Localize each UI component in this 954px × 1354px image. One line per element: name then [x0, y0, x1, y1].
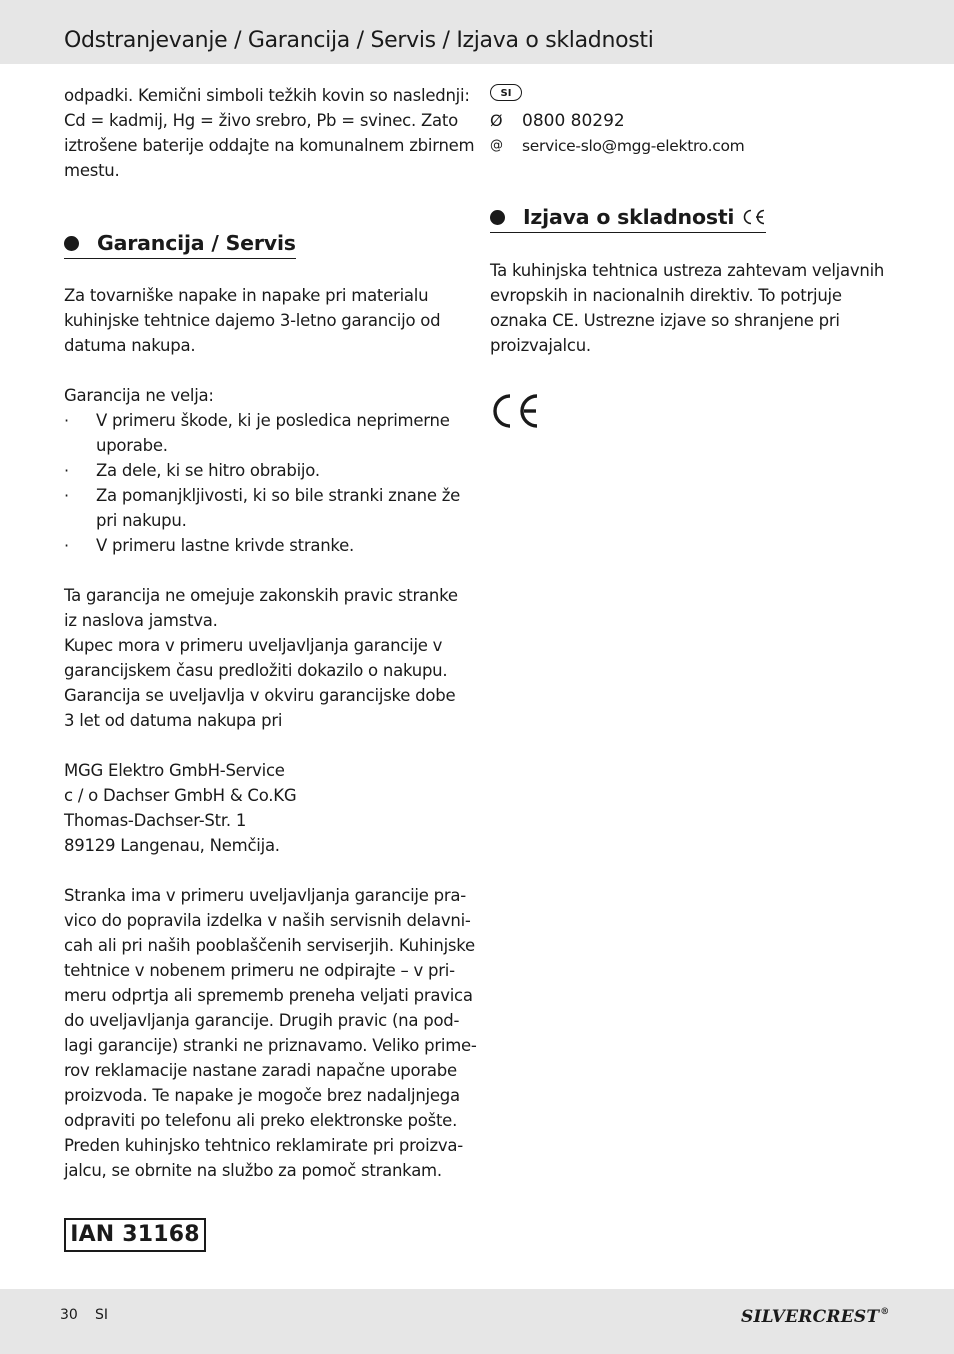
rights-line: Ta garancija ne omejuje zakonskih pravic stranke — [64, 586, 458, 605]
brand-logo — [741, 1306, 889, 1328]
exclusion-item: Za pomanjkljivosti, ki so bile stranki znane že — [96, 486, 461, 505]
bullet-dot-icon — [490, 210, 505, 225]
country-badge: SI — [490, 84, 522, 101]
list-bullet: · — [64, 486, 70, 505]
warranty-intro-line: Za tovarniške napake in napake pri materialu — [64, 286, 429, 305]
conformity-line: proizvajalcu. — [490, 336, 591, 355]
rights-line: Garancija se uveljavlja v okviru garancijske dobe — [64, 686, 456, 705]
repair-line: Stranka ima v primeru uveljavljanja garancije pra- — [64, 886, 466, 905]
language-code: SI — [95, 1307, 109, 1323]
exclusion-item: Za dele, ki se hitro obrabijo. — [96, 461, 320, 480]
rights-line: Kupec mora v primeru uveljavljanja garancije v — [64, 636, 443, 655]
repair-line: tehtnice v nobenem primeru ne odpirajte – v pri- — [64, 961, 455, 980]
warranty-intro-line: kuhinjske tehtnice dajemo 3-letno garancijo od — [64, 311, 441, 330]
list-bullet: · — [64, 411, 70, 430]
phone-number: 0800 80292 — [522, 111, 625, 131]
repair-line: do uveljavljanja garancije. Drugih pravic (na pod- — [64, 1011, 460, 1030]
exclusion-item-cont: uporabe. — [96, 436, 168, 455]
phone-icon: Ø — [490, 111, 503, 130]
intro-line: odpadki. Kemični simboli težkih kovin so naslednji: — [64, 86, 470, 105]
intro-line: Cd = kadmij, Hg = živo srebro, Pb = svinec. Zato — [64, 111, 458, 130]
warranty-heading — [64, 231, 296, 259]
email-icon: @ — [490, 138, 503, 153]
exclusion-item-cont: pri nakupu. — [96, 511, 187, 530]
list-bullet: · — [64, 536, 70, 555]
rights-line: 3 let od datuma nakupa pri — [64, 711, 283, 730]
exclusion-item: V primeru lastne krivde stranke. — [96, 536, 355, 555]
page-number: 30 — [60, 1307, 78, 1323]
conformity-heading — [490, 205, 766, 233]
registered-mark: ® — [880, 1307, 890, 1317]
ce-mark-icon — [742, 208, 766, 226]
repair-line: proizvoda. Te napake je mogoče brez nadaljnjega — [64, 1086, 460, 1105]
intro-line: iztrošene baterije oddajte na komunalnem zbirnem — [64, 136, 475, 155]
repair-line: lagi garancije) stranki ne priznavamo. Veliko prime- — [64, 1036, 477, 1055]
rights-line: iz naslova jamstva. — [64, 611, 218, 630]
page-title: Odstranjevanje / Garancija / Servis / Izjava o skladnosti — [64, 28, 654, 53]
address-line: Thomas-Dachser-Str. 1 — [64, 811, 247, 830]
email-address: service-slo@mgg-elektro.com — [522, 137, 745, 155]
warranty-heading-text: Garancija / Servis — [97, 231, 296, 255]
repair-line: rov reklamacije nastane zaradi napačne uporabe — [64, 1061, 457, 1080]
address-line: MGG Elektro GmbH-Service — [64, 761, 285, 780]
address-line: c / o Dachser GmbH & Co.KG — [64, 786, 297, 805]
warranty-intro-line: datuma nakupa. — [64, 336, 196, 355]
exclusions-title: Garancija ne velja: — [64, 386, 214, 405]
bullet-dot-icon — [64, 236, 79, 251]
conformity-heading-text: Izjava o skladnosti — [523, 205, 735, 229]
ian-number-box: IAN 31168 — [64, 1218, 206, 1252]
repair-line: Preden kuhinjsko tehtnico reklamirate pri proizva- — [64, 1136, 463, 1155]
brand-logo-part2: CREST — [812, 1307, 880, 1327]
conformity-line: Ta kuhinjska tehtnica ustreza zahtevam veljavnih — [490, 261, 885, 280]
list-bullet: · — [64, 461, 70, 480]
repair-line: meru odprtja ali sprememb preneha veljati pravica — [64, 986, 473, 1005]
brand-logo-part1: SILVER — [741, 1307, 813, 1327]
rights-line: garancijskem času predložiti dokazilo o nakupu. — [64, 661, 448, 680]
conformity-line: oznaka CE. Ustrezne izjave so shranjene pri — [490, 311, 840, 330]
ce-mark-icon — [490, 393, 540, 433]
repair-line: odpraviti po telefonu ali preko elektronske pošte. — [64, 1111, 458, 1130]
repair-line: jalcu, se obrnite na službo za pomoč strankam. — [64, 1161, 442, 1180]
conformity-line: evropskih in nacionalnih direktiv. To potrjuje — [490, 286, 842, 305]
address-line: 89129 Langenau, Nemčija. — [64, 836, 280, 855]
exclusion-item: V primeru škode, ki je posledica neprimerne — [96, 411, 450, 430]
repair-line: vico do popravila izdelka v naših servisnih delavni- — [64, 911, 471, 930]
repair-line: cah ali pri naših pooblaščenih serviserjih. Kuhinjske — [64, 936, 475, 955]
intro-line: mestu. — [64, 161, 120, 180]
page-header — [0, 0, 954, 64]
